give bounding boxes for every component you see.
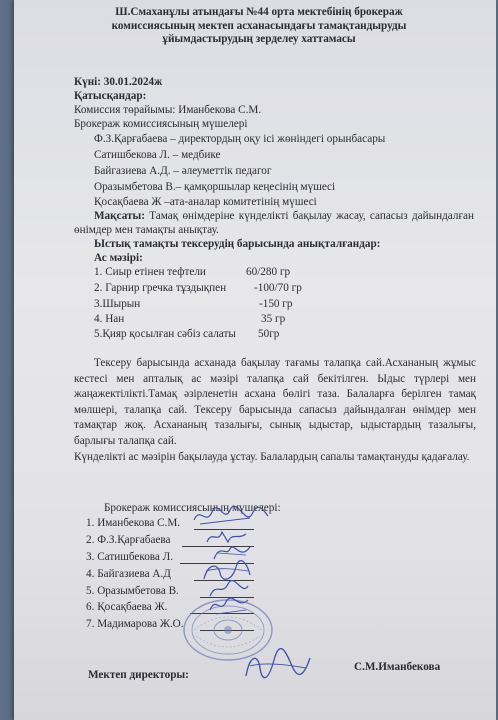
menu-item-qty: -100/70 гр: [254, 282, 302, 294]
signer-name: 2. Ф.З.Қарғабаева: [86, 534, 171, 546]
menu-item-name: 5.Қияр қосылған сәбіз салаты: [94, 328, 236, 340]
signer-name: 6. Қосақбаева Ж.: [86, 601, 168, 613]
signature-icon: [190, 504, 270, 528]
menu-item-qty: 60/280 гр: [246, 266, 291, 278]
signer-name: 5. Оразымбетова В.: [86, 585, 179, 597]
member-line: Ф.З.Қарғабаева – директордың оқу ісі жөніндегі орынбасары: [94, 133, 386, 145]
member-line: Байгазиева А.Д. – әлеуметтік педагог: [94, 165, 272, 177]
signature-icon: [206, 594, 252, 618]
document-title: Ш.Смаханұлы атындағы №44 орта мектебінің брокераж комиссиясының мектеп асханасындағы тамақтандыруды ұйымдастырудың зерделеу хаттамасы: [111, 6, 407, 46]
director-label: Мектеп директоры:: [88, 669, 189, 681]
menu-heading: Ас мәзірі:: [94, 252, 143, 264]
document-page: [14, 0, 496, 720]
goal-label: Мақсаты:: [94, 210, 145, 222]
recommendation-paragraph: Күнделікті ас мәзірін бақылауда ұстау. Балалардың сапалы тамақтануды қадағалау.: [74, 451, 470, 463]
member-line: Сатишбекова Л. – медбике: [94, 149, 221, 161]
findings-heading: Ыстық тамақты тексерудің барысында анықталғандар:: [94, 238, 381, 250]
menu-item-name: 4. Нан: [94, 313, 125, 325]
menu-item-name: 1. Сиыр етінен тефтели: [94, 266, 206, 278]
document-date: Күні: 30.01.2024ж: [74, 76, 163, 88]
member-line: Оразымбетова В.– қамқоршылар кеңесінің мүшесі: [94, 181, 336, 193]
signers-heading: Брокераж комиссиясының мүшелері:: [104, 502, 281, 514]
menu-item-name: 2. Гарнир гречка тұздықпен: [94, 282, 227, 294]
director-signature-icon: [240, 646, 314, 686]
director-name: С.М.Иманбекова: [354, 661, 441, 673]
menu-item-name: 3.Шырын: [94, 298, 141, 310]
signer-name: 3. Сатишбекова Л.: [86, 551, 174, 563]
commission-chair: Комиссия төрайымы: Иманбекова С.М.: [74, 104, 262, 116]
menu-item-qty: -150 гр: [259, 298, 293, 310]
menu-item-qty: 50гр: [258, 328, 280, 340]
signer-name: 1. Иманбекова С.М.: [86, 517, 181, 529]
signer-name: 7. Мадимарова Ж.О.: [86, 618, 184, 630]
participants-heading: Қатысқандар:: [74, 90, 147, 102]
goal-text: Тамақ өнімдеріне күнделікті бақылау жасау, сапасыз дайындалған өнімдер мен тамақты анықтау.: [74, 210, 474, 237]
findings-paragraph: Тексеру барысында асханада бақылау тағамы талапқа сай.Асхананың жұмыс кестесі мен апталық ас мәзірі талапқа сай бекітілген. Ыдыс түрлері мен жаңажектілікті.Тамақ әзірленетін асхана бөлігі таза. Балаларға берілген тамақ мөлшері, талапқа сай. Тексеру барысында сапасыз дайындалған өнімдер мен тамақтар жоқ. Асхананың тазалығы, сынық ыдыстар, ыдыстардың тазалығы, барлығы талапқа сай.: [74, 357, 476, 447]
menu-item-qty: 35 гр: [261, 313, 286, 325]
goal-paragraph: [74, 209, 474, 237]
signer-name: 4. Байгазиева А.Д: [86, 568, 171, 580]
members-heading: Брокераж комиссиясының мүшелері: [74, 118, 248, 130]
member-line: Қосақбаева Ж –ата-аналар комитетінің мүшесі: [94, 196, 317, 208]
